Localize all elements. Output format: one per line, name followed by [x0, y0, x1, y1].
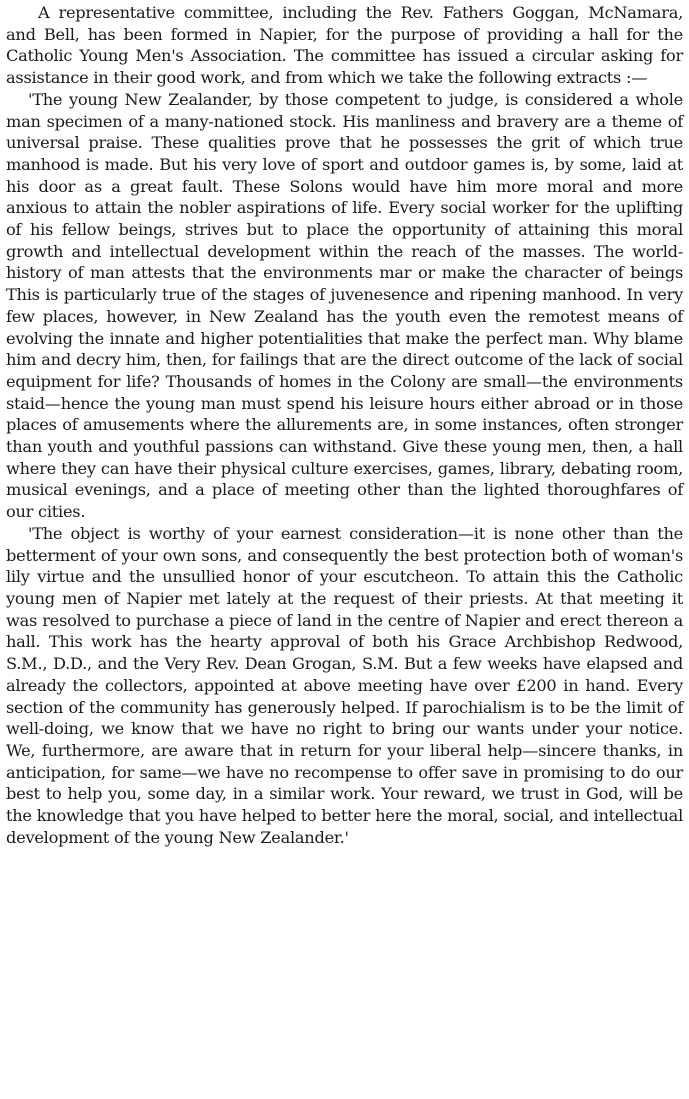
quoted-paragraph-young-new-zealander: 'The young New Zealander, by those competent to judge, is considered a whole man specimen of a many-nationed stock. His manliness and bravery are a theme of universal praise. These qualities prove that he possesses the grit of which true manhood is made. But his very love of sport and outdoor games is, by some, laid at his door as a great fault. These Solons would have him more moral and more anxious to attain the nobler aspirations of life. Every social worker for the uplifting of his fellow beings, strives but to place the opportunity of attaining this moral growth and intellectual development within the reach of the masses. The world-history of man attests that the environments mar or make the character of beings This is particularly true of the stages of juvenesence and ripening manhood. In very few places, however, in New Zealand has the youth even the remotest means of evolving the innate and higher potentialities that make the perfect man. Why blame him and decry him, then, for failings that are the direct outcome of the lack of social equipment for life? Thousands of homes in the Colony are small—the environments staid—hence the young man must spend his leisure hours either abroad or in those places of amusements where the allurements are, in some instances, often stronger than youth and youthful passions can withstand. Give these young men, then, a hall where they can have their physical culture exercises, games, library, debating room, musical evenings, and a place of meeting other than the lighted thoroughfares of our cities. — [6, 89, 683, 522]
intro-paragraph: A representative committee, including the Rev. Fathers Goggan, McNamara, and Bell, has been formed in Napier, for the purpose of providing a hall for the Catholic Young Men's Association. The committee has issued a circular asking for assistance in their good work, and from which we take the following extracts :— — [6, 3, 683, 88]
article-body — [6, 2, 683, 848]
quoted-paragraph-object-worthy: 'The object is worthy of your earnest consideration—it is none other than the betterment of your own sons, and consequently the best protection both of woman's lily virtue and the unsullied honor of your escutcheon. To attain this the Catholic young men of Napier met lately at the request of their priests. At that meeting it was resolved to purchase a piece of land in the centre of Napier and erect thereon a hall. This work has the hearty approval of both his Grace Archbishop Redwood, S.M., D.D., and the Very Rev. Dean Grogan, S.M. But a few weeks have elapsed and already the collectors, appointed at above meeting have over £200 in hand. Every section of the community has generously helped. If parochialism is to be the limit of well-doing, we know that we have no right to bring our wants under your notice. We, furthermore, are aware that in return for your liberal help—sincere thanks, in anticipation, for same—we have no recompense to offer save in promising to do our best to help you, some day, in a similar work. Your reward, we trust in God, will be the knowledge that you have helped to better here the moral, social, and intellectual development of the young New Zealander.' — [6, 523, 683, 847]
